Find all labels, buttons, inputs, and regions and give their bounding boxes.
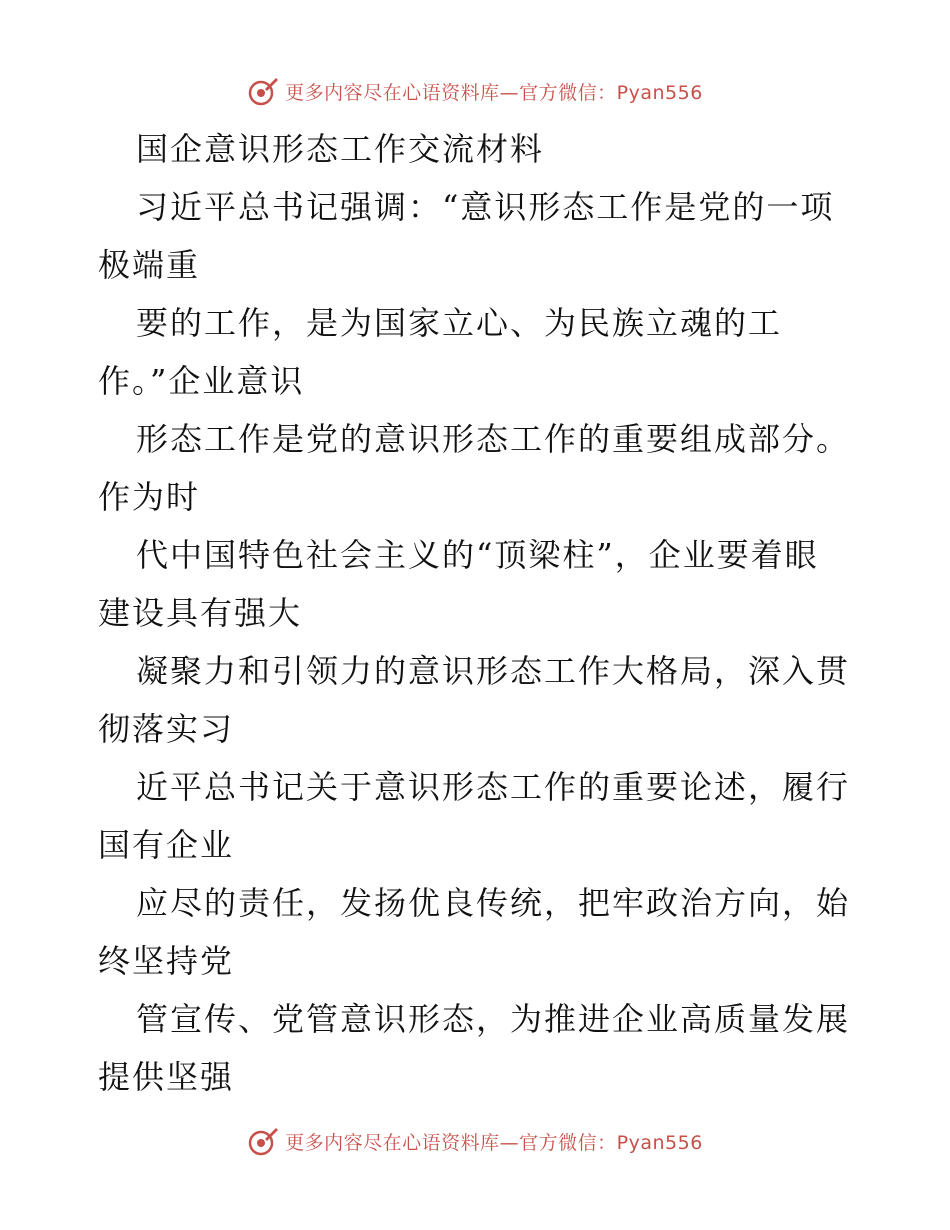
- header-watermark-text: 更多内容尽在心语资料库—官方微信：Pyan556: [285, 81, 703, 104]
- document-line: 终坚持党: [98, 942, 235, 980]
- document-body: [98, 120, 858, 1106]
- document-line: 国有企业: [98, 826, 235, 864]
- document-line: 作。”企业意识: [98, 362, 305, 400]
- document-line: 彻落实习: [98, 710, 235, 748]
- document-line: 凝聚力和引领力的意识形态工作大格局，深入贯: [136, 652, 851, 690]
- document-line: 管宣传、党管意识形态，为推进企业高质量发展: [136, 1000, 851, 1038]
- quill-seal-icon: [247, 1125, 279, 1157]
- document-line: 应尽的责任，发扬优良传统，把牢政治方向，始: [136, 884, 851, 922]
- document-line: 作为时: [98, 478, 201, 516]
- document-line: 提供坚强: [98, 1058, 235, 1096]
- document-line: 要的工作，是为国家立心、为民族立魂的工: [136, 304, 783, 342]
- document-line: 习近平总书记强调：“意识形态工作是党的一项: [136, 188, 835, 226]
- footer-watermark-text: 更多内容尽在心语资料库—官方微信：Pyan556: [285, 1131, 703, 1154]
- document-line: 建设具有强大: [98, 594, 303, 632]
- document-line: 国企意识形态工作交流材料: [136, 130, 545, 168]
- document-line: 极端重: [98, 246, 201, 284]
- header-watermark-banner: [0, 71, 950, 111]
- document-line: 形态工作是党的意识形态工作的重要组成部分。: [136, 420, 851, 458]
- footer-watermark-banner: [0, 1121, 950, 1161]
- document-line: 近平总书记关于意识形态工作的重要论述，履行: [136, 768, 851, 806]
- document-line: 代中国特色社会主义的“顶梁柱”，企业要着眼: [136, 536, 819, 574]
- quill-seal-icon: [247, 75, 279, 107]
